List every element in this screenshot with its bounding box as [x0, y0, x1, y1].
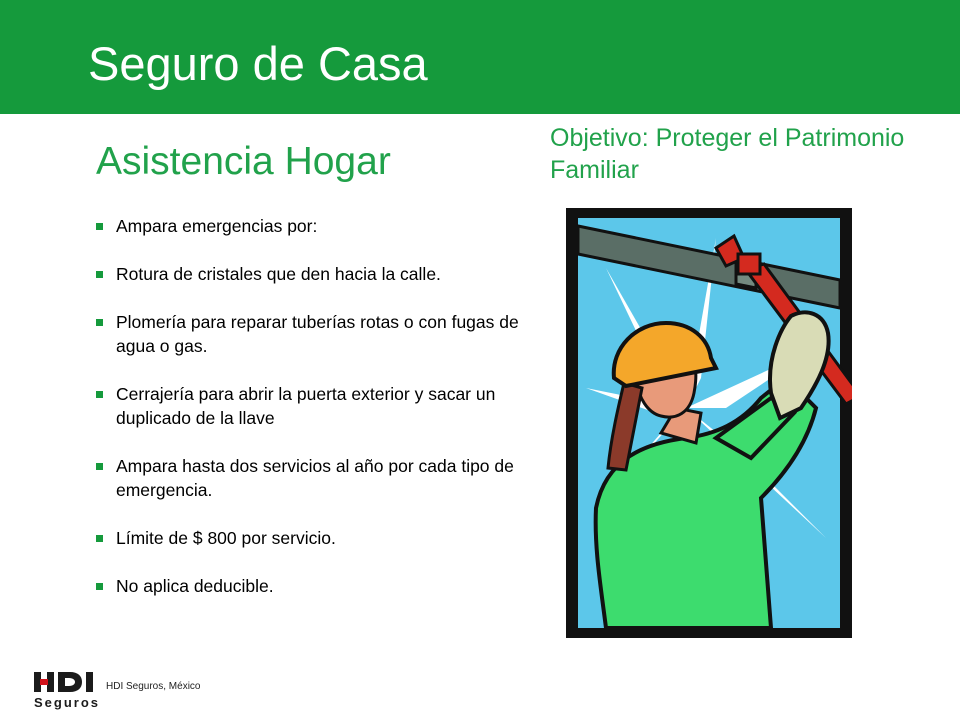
- bullet-item: [96, 454, 536, 502]
- section-subtitle: Asistencia Hogar: [96, 140, 391, 183]
- logo-subtext: Seguros: [34, 695, 101, 710]
- bullet-square-icon: [96, 223, 103, 230]
- bullet-square-icon: [96, 463, 103, 470]
- bullet-square-icon: [96, 271, 103, 278]
- bullet-item: [96, 262, 536, 286]
- bullet-text: Límite de $ 800 por servicio.: [116, 528, 336, 548]
- bullet-text: Plomería para reparar tuberías rotas o con fugas de agua o gas.: [116, 312, 519, 356]
- bullet-square-icon: [96, 535, 103, 542]
- bullet-square-icon: [96, 583, 103, 590]
- bullet-text: Cerrajería para abrir la puerta exterior y sacar un duplicado de la llave: [116, 384, 496, 428]
- bullet-item: [96, 310, 536, 358]
- slide-title: Seguro de Casa: [88, 37, 428, 90]
- bullet-square-icon: [96, 391, 103, 398]
- bullet-square-icon: [96, 319, 103, 326]
- company-name: HDI Seguros, México: [106, 681, 201, 692]
- bullet-text: Ampara hasta dos servicios al año por cada tipo de emergencia.: [116, 456, 514, 500]
- bullet-list: [96, 214, 536, 622]
- plumber-illustration: [566, 208, 852, 638]
- bullet-text: Ampara emergencias por:: [116, 216, 318, 236]
- bullet-text: Rotura de cristales que den hacia la calle.: [116, 264, 441, 284]
- bullet-item: [96, 526, 536, 550]
- objective-text: Objetivo: Proteger el Patrimonio Familiar: [550, 124, 905, 184]
- bullet-item: [96, 214, 536, 238]
- bullet-item: [96, 382, 536, 430]
- bullet-text: No aplica deducible.: [116, 576, 274, 596]
- bullet-item: [96, 574, 536, 598]
